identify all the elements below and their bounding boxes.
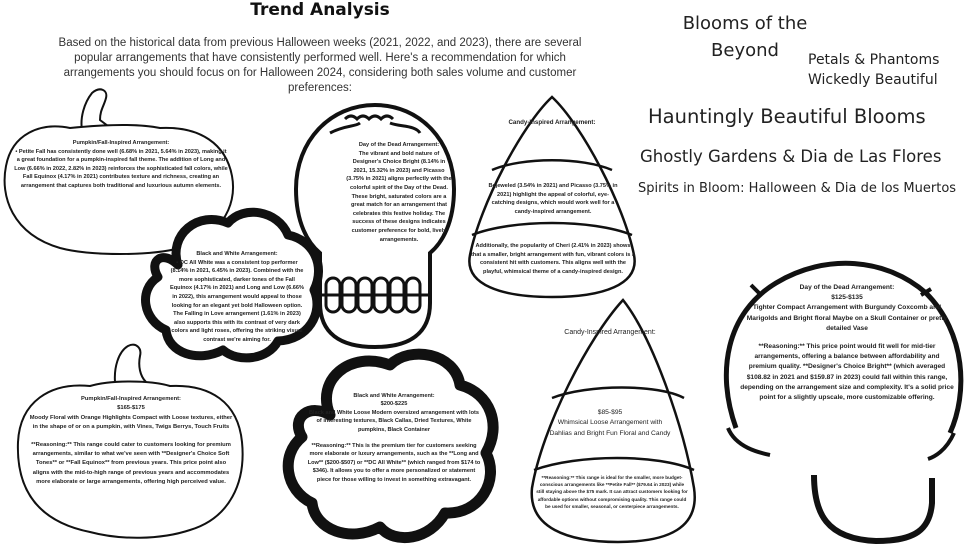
price-candy-offer xyxy=(548,408,672,439)
name-idea-3: Wickedly Beautiful xyxy=(808,72,938,88)
name-idea-2: Petals & Phantoms xyxy=(808,52,940,68)
name-idea-5: Ghostly Gardens & Dia de Las Flores xyxy=(640,147,942,166)
price-candy-price: $85-$95 xyxy=(597,409,623,416)
trend-candy-bottom: Additionally, the popularity of Cheri (2.41% in 2023) shows that a smaller, bright arrangement with fun, vibrant colors is a consistent hit with customers. This aligns well with the playful, whimsical theme of a candy-inspired design. xyxy=(470,243,636,275)
name-idea-6: Spirits in Bloom: Halloween & Dia de los Muertos xyxy=(638,181,957,196)
price-black-white-heading: Black and White Arrangement: xyxy=(353,393,435,399)
price-day-of-dead-heading: Day of the Dead Arrangement: xyxy=(799,284,895,291)
trend-pumpkin-card xyxy=(14,139,228,191)
page-title: Trend Analysis xyxy=(250,0,390,20)
price-pumpkin-price: $165-$175 xyxy=(117,405,145,412)
trend-black-white-body: DC All White was a consistent top performer (8.14% in 2021, 6.45% in 2023). Combined with the more sophisticated, darker tones of the Fall Equinox (4.17% in 2021) and Long and Low (6.66% in 2022), this arrangement would appeal to those looking for an elegant yet bold Halloween option. The Falling in Love arrangement (1.61% in 2023) also supports this with its contrast of very dark colors and light roses, offering the striking visual contrast we're aiming for. xyxy=(170,259,304,343)
price-day-of-dead-price: $125-$135 xyxy=(831,294,863,302)
name-idea-1: Blooms of the Beyond xyxy=(682,13,808,61)
trend-day-of-dead-card xyxy=(346,141,452,244)
price-day-of-dead-description: Tighter Compact Arrangement with Burgundy Coxcomb and Marigolds and Bright floral Maybe on a Skull Container or pretty detailed Vase xyxy=(746,304,948,332)
price-pumpkin-reasoning: **Reasoning:** This range could cater to customers looking for premium arrangements, similar to what we've seen with **Designer's Choice Soft Tones** or **Fall Equinox** from previous years. This price point also aligns with the mid-to-high range of previous years and accommodates more elaborate or large arrangements, offering high perceived value. xyxy=(31,441,231,486)
price-day-of-dead-reasoning: **Reasoning:** This price point would fit well for mid-tier arrangements, offering a balance between affordability and premium quality. **Designer's Choice Bright** (which averaged $108.82 in 2021 and $159.87 in 2023) could fall within this range, depending on the arrangement size and complexity. It's a solid price point for a slightly upscale, more customizable offering. xyxy=(740,343,954,402)
price-black-white-description: Black and White Loose Modern oversized arrangement with lots of interesting textures, Black Callas, Dried Textures, White pumpkins, Black Container xyxy=(308,409,480,433)
price-pumpkin-description: Moody Floral with Orange Highlights Compact with Loose textures, either in the shape of or on a pumpkin, with Vines, Twigs Berrys, Touch Fruits xyxy=(29,414,233,431)
price-black-white-price: $200-$225 xyxy=(380,401,408,408)
trend-candy-heading: Candy-Inspired Arrangement: xyxy=(508,119,596,126)
price-pumpkin-heading: Pumpkin/Fall-Inspired Arrangement: xyxy=(81,396,181,402)
trend-pumpkin-heading: Pumpkin/Fall-Inspired Arrangement: xyxy=(72,140,170,146)
price-candy-heading: Candy-Inspired Arrangement: xyxy=(564,329,656,336)
bullet: • xyxy=(15,148,18,155)
price-black-white-card xyxy=(306,392,482,484)
price-candy-reasoning: **Reasoning:** This range is ideal for the smaller, more budget-conscious arrangements like **Petite Fall** ($79.64 in 2023) while still staying above the $75 mark. It can attract customers looking for affordable options without compromising quality. This range could be used for smaller, seasonal, or centerpiece arrangements. xyxy=(536,475,688,509)
price-day-of-dead-card xyxy=(740,283,954,403)
trend-day-of-dead-body: The vibrant and bold nature of Designer's Choice Bright (8.14% in 2021, 15.32% in 2023) and Picasso (3.75% in 2021) aligns perfectly with the colorful spirit of the Day of the Dead. These bright, saturated colors are a great match for an arrangement that celebrates this festive holiday. The success of these designs indicates customer preference for bold, lively arrangements. xyxy=(346,150,452,243)
price-candy-description: Whimsical Loose Arrangement with Dahlias and Bright Fun Floral and Candy xyxy=(549,419,671,437)
intro-paragraph: Based on the historical data from previous Halloween weeks (2021, 2022, and 2023), there are several popular arrangements that have consistently performed well. Here's a recommendation for which arrangements you should focus on for Halloween 2024, considering both sales volume and customer preferences: xyxy=(58,37,582,94)
trend-candy-middle: Bejeweled (3.54% in 2021) and Picasso (3.75% in 2021) highlight the appeal of colorful, eye-catching designs, which would work well for a candy-inspired arrangement. xyxy=(488,183,618,215)
name-idea-4: Hauntingly Beautiful Blooms xyxy=(648,105,926,128)
trend-day-of-dead-heading: Day of the Dead Arrangement: xyxy=(358,142,440,148)
trend-black-white-card xyxy=(170,250,304,345)
price-pumpkin-card xyxy=(28,395,234,488)
bullet: • xyxy=(176,259,179,266)
trend-pumpkin-body: Petite Fall has consistently done well (6.68% in 2021, 5.64% in 2023), making it a great foundation for a pumpkin-inspired fall theme. The addition of Long and Low (6.66% in 2022, 2.82% in 2023) reinforces the sophisticated fall colors, while Fall Equinox (4.17% in 2021) contributes texture and richness, creating an arrangement that captures both traditional and luxurious autumn elements. xyxy=(14,148,228,189)
trend-black-white-heading: Black and White Arrangement: xyxy=(196,251,278,257)
price-black-white-reasoning: **Reasoning:** This is the premium tier for customers seeking more elaborate or luxury arrangements, such as the **Long and Low** ($200-$507) or **DC All White** (which ranged from $174 to $346). It allows you to offer a more personalized or statement piece for those willing to invest in something extravagant. xyxy=(307,443,481,483)
